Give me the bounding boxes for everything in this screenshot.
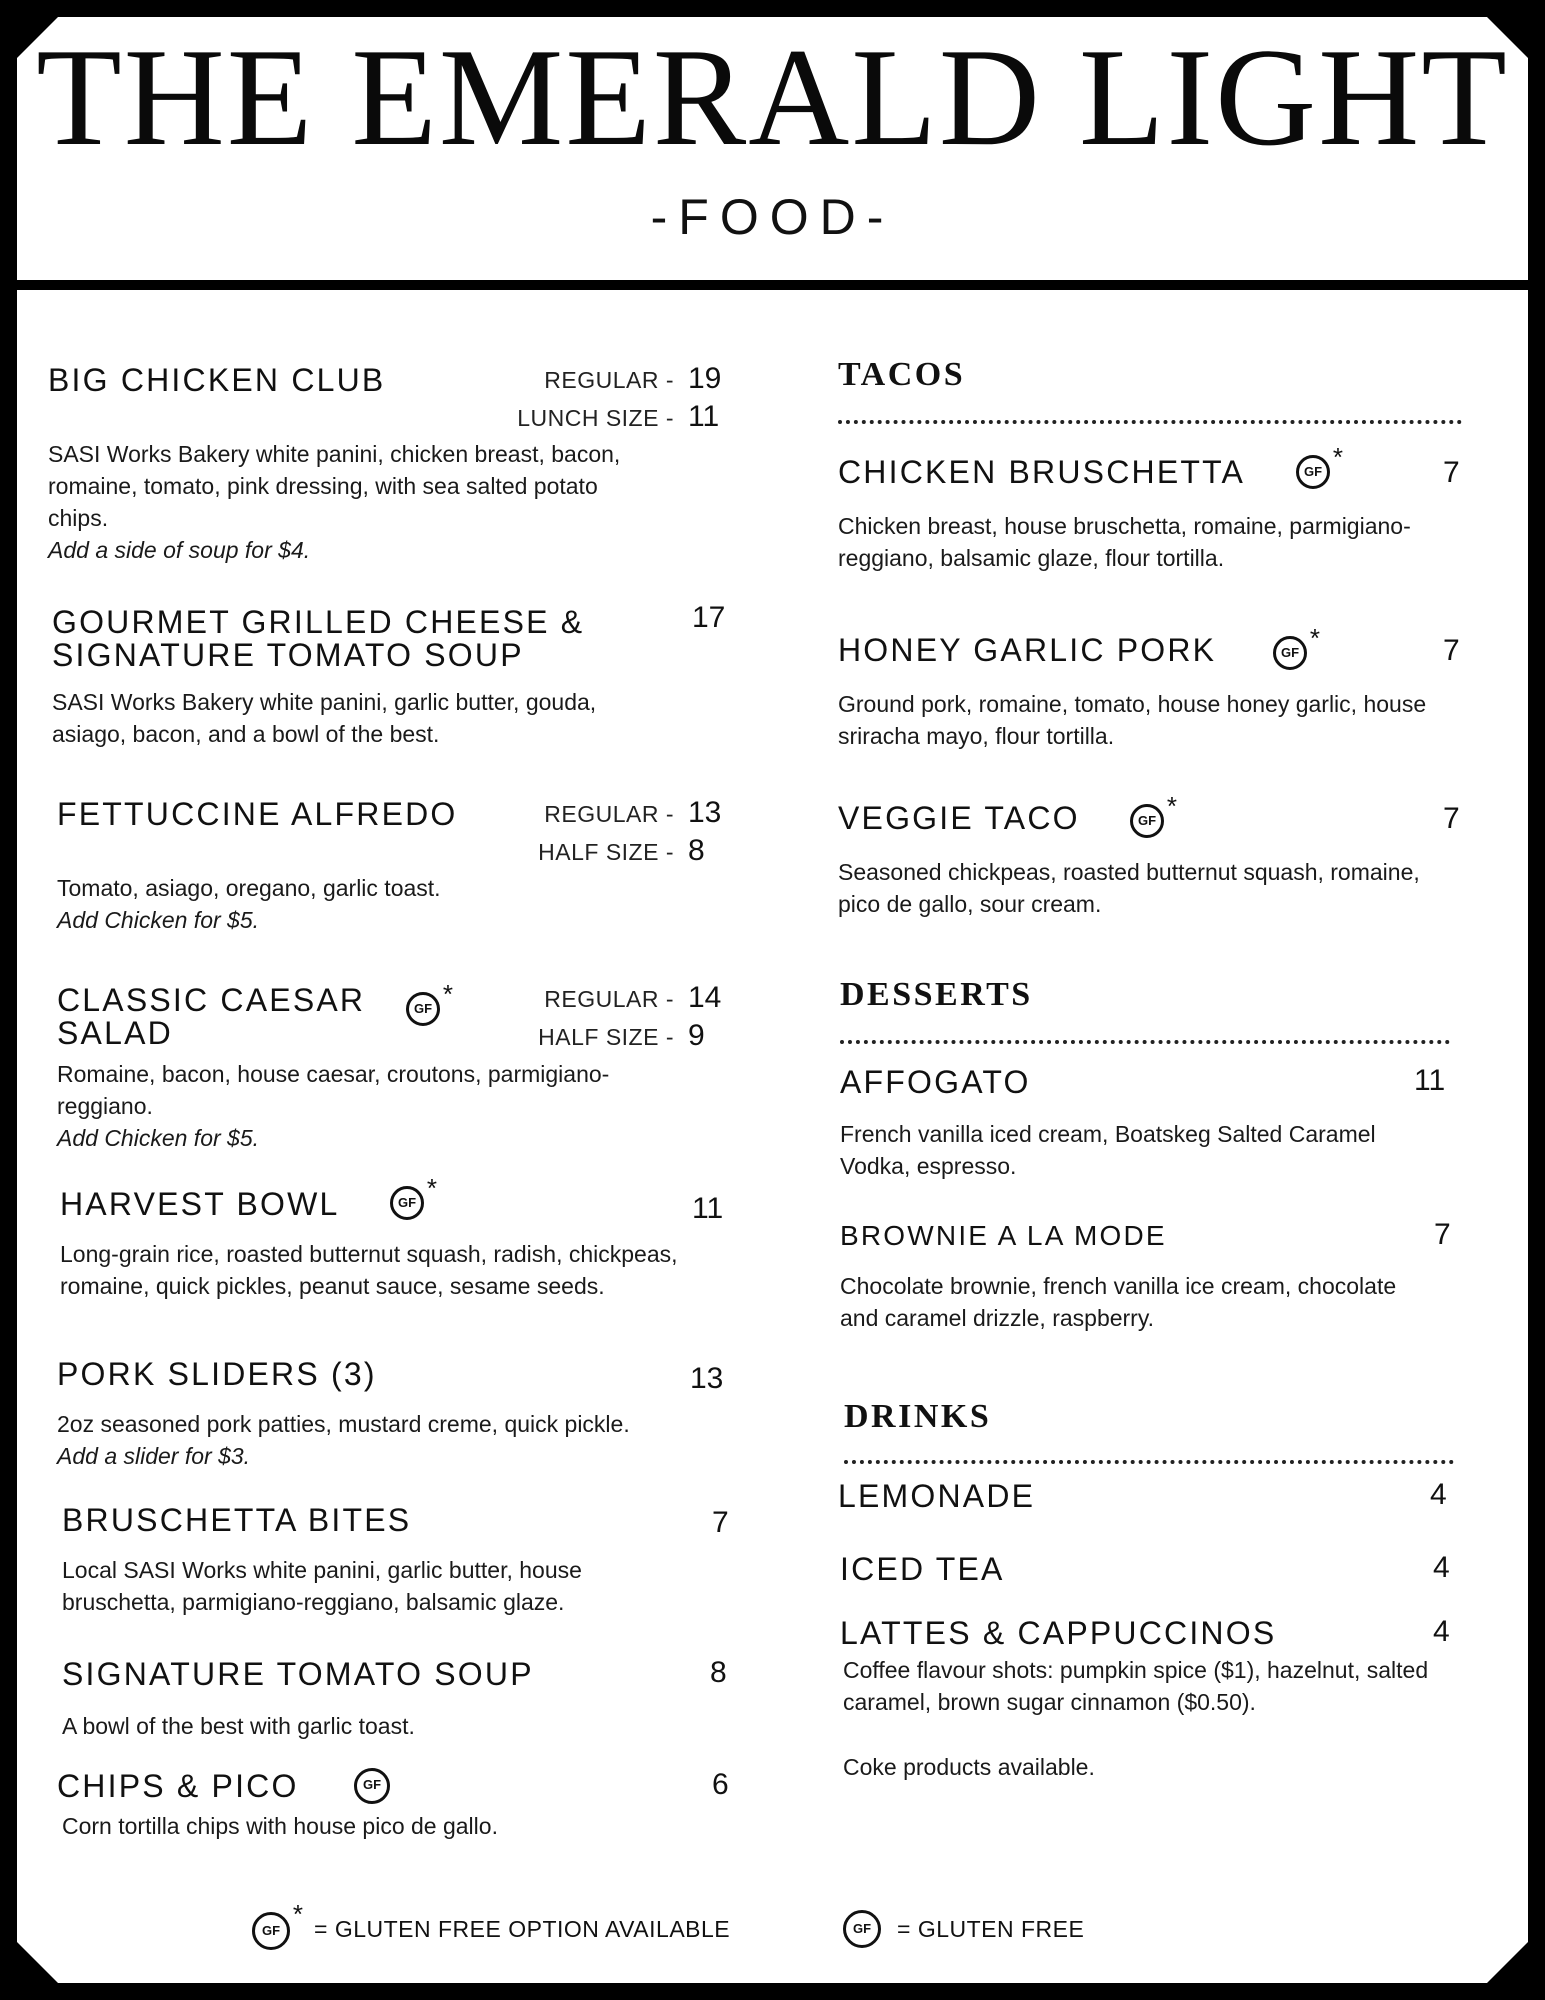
gluten-free-option-icon: GF * xyxy=(252,1912,290,1950)
item-description xyxy=(57,1408,677,1472)
item-description xyxy=(57,1058,617,1154)
item-price: 8 xyxy=(710,1656,727,1689)
item-price: 13 xyxy=(690,1362,724,1395)
drinks-note: Coke products available. xyxy=(843,1754,1095,1780)
item-description: Corn tortilla chips with house pico de gallo. xyxy=(62,1813,498,1839)
gluten-free-option-icon: GF * xyxy=(1130,804,1164,838)
description-text: SASI Works Bakery white panini, chicken breast, bacon, romaine, tomato, pink dressing, with sea salted potato chips. xyxy=(48,441,621,531)
menu-item-grilled-cheese xyxy=(52,606,652,671)
description-text: Tomato, asiago, oregano, garlic toast. xyxy=(57,875,441,901)
item-description: SASI Works Bakery white panini, garlic butter, gouda, asiago, bacon, and a bowl of the best. xyxy=(52,689,597,747)
item-price: 7 xyxy=(1443,456,1460,489)
add-on-note: Add Chicken for $5. xyxy=(57,1125,260,1151)
item-name: AFFOGATO xyxy=(840,1064,1031,1100)
section-heading-drinks: DRINKS xyxy=(844,1398,992,1435)
item-price: 7 xyxy=(712,1506,729,1539)
item-name: FETTUCCINE ALFREDO xyxy=(57,796,458,832)
add-on-note: Add Chicken for $5. xyxy=(57,907,260,933)
item-name: HONEY GARLIC PORK xyxy=(838,632,1217,668)
menu-item-brownie xyxy=(840,1222,1320,1250)
item-name: LEMONADE xyxy=(838,1478,1036,1514)
size-prices xyxy=(440,979,740,1055)
size-price: 8 xyxy=(688,834,705,867)
item-name: BROWNIE A LA MODE xyxy=(840,1220,1167,1251)
gluten-free-option-icon: GF * xyxy=(1296,455,1330,489)
item-description: Coffee flavour shots: pumpkin spice ($1), hazelnut, salted caramel, brown sugar cinnamon ($0.50). xyxy=(843,1657,1429,1715)
item-price: 4 xyxy=(1433,1615,1450,1648)
item-name: ICED TEA xyxy=(840,1551,1005,1587)
item-name: SIGNATURE TOMATO SOUP xyxy=(62,1656,534,1692)
item-price: 7 xyxy=(1434,1218,1451,1251)
item-price: 11 xyxy=(692,1192,724,1225)
size-prices xyxy=(440,794,740,870)
item-price: 11 xyxy=(1414,1064,1446,1097)
item-description: Chicken breast, house bruschetta, romaine, parmigiano-reggiano, balsamic glaze, flour tortilla. xyxy=(838,513,1411,571)
item-description: Chocolate brownie, french vanilla ice cream, chocolate and caramel drizzle, raspberry. xyxy=(840,1273,1397,1331)
section-divider xyxy=(844,1460,1454,1464)
item-name: GOURMET GRILLED CHEESE & SIGNATURE TOMATO SOUP xyxy=(52,604,585,673)
size-label: REGULAR - xyxy=(544,801,674,827)
gluten-free-icon: GF xyxy=(843,1910,881,1948)
section-divider xyxy=(840,1040,1450,1044)
size-prices xyxy=(440,360,740,436)
item-name: CHIPS & PICO xyxy=(57,1768,299,1804)
item-description: Seasoned chickpeas, roasted butternut squash, romaine, pico de gallo, sour cream. xyxy=(838,859,1420,917)
size-price: 14 xyxy=(688,981,722,1014)
item-price: 4 xyxy=(1430,1478,1447,1511)
item-description: Local SASI Works white panini, garlic butter, house bruschetta, parmigiano-reggiano, balsamic glaze. xyxy=(62,1557,582,1615)
item-description: Long-grain rice, roasted butternut squash, radish, chickpeas, romaine, quick pickles, peanut sauce, sesame seeds. xyxy=(60,1241,678,1299)
menu-item-bruschetta-bites xyxy=(62,1504,582,1536)
description-text: 2oz seasoned pork patties, mustard creme, quick pickle. xyxy=(57,1411,630,1437)
item-description: Ground pork, romaine, tomato, house honey garlic, house sriracha mayo, flour tortilla. xyxy=(838,691,1427,749)
item-name: BRUSCHETTA BITES xyxy=(62,1502,412,1538)
section-heading-tacos: TACOS xyxy=(838,356,966,393)
add-on-note: Add a side of soup for $4. xyxy=(48,537,311,563)
menu-item-chicken-bruschetta xyxy=(838,456,1318,488)
menu-item-tomato-soup xyxy=(62,1658,622,1690)
description-text: Romaine, bacon, house caesar, croutons, parmigiano-reggiano. xyxy=(57,1061,610,1119)
menu-item-harvest-bowl xyxy=(60,1188,580,1220)
size-label: REGULAR - xyxy=(544,367,674,393)
size-price: 11 xyxy=(688,400,720,433)
item-name: LATTES & CAPPUCCINOS xyxy=(840,1615,1277,1651)
item-price: 7 xyxy=(1443,802,1460,835)
menu-item-honey-garlic-pork xyxy=(838,634,1258,666)
menu-item-lattes xyxy=(840,1617,1400,1649)
item-description xyxy=(48,438,638,566)
menu-item-iced-tea xyxy=(840,1553,1240,1585)
item-price: 6 xyxy=(712,1768,729,1801)
menu-item-caesar-salad xyxy=(57,984,387,1049)
item-description: French vanilla iced cream, Boatskeg Salted Caramel Vodka, espresso. xyxy=(840,1121,1376,1179)
item-name: BIG CHICKEN CLUB xyxy=(48,362,386,398)
restaurant-title: THE EMERALD LIGHT xyxy=(36,20,1509,175)
size-price: 13 xyxy=(688,796,722,829)
item-name: CLASSIC CAESAR SALAD xyxy=(57,982,366,1051)
menu-subtitle: -FOOD- xyxy=(650,189,895,245)
item-price: 17 xyxy=(692,601,726,634)
gluten-free-option-icon: GF * xyxy=(406,992,440,1026)
size-price: 19 xyxy=(688,362,722,395)
gluten-free-option-icon: GF * xyxy=(1273,636,1307,670)
item-name: CHICKEN BRUSCHETTA xyxy=(838,454,1246,490)
section-divider xyxy=(838,420,1462,424)
item-price: 7 xyxy=(1443,634,1460,667)
section-heading-desserts: DESSERTS xyxy=(840,976,1033,1013)
menu-item-veggie-taco xyxy=(838,802,1158,834)
item-price: 4 xyxy=(1433,1551,1450,1584)
menu-item-affogato xyxy=(840,1066,1240,1098)
item-description: A bowl of the best with garlic toast. xyxy=(62,1713,415,1739)
item-name: HARVEST BOWL xyxy=(60,1186,340,1222)
menu-item-lemonade xyxy=(838,1480,1238,1512)
item-name: PORK SLIDERS (3) xyxy=(57,1356,377,1392)
gluten-free-option-icon: GF * xyxy=(390,1186,424,1220)
legend-gf-option: = GLUTEN FREE OPTION AVAILABLE xyxy=(314,1916,731,1942)
size-label: HALF SIZE - xyxy=(538,839,674,865)
legend-gf: = GLUTEN FREE xyxy=(897,1916,1085,1942)
size-price: 9 xyxy=(688,1019,705,1052)
add-on-note: Add a slider for $3. xyxy=(57,1443,251,1469)
item-description xyxy=(57,872,617,936)
menu-item-pork-sliders xyxy=(57,1358,577,1390)
gluten-free-icon: GF xyxy=(354,1768,390,1804)
size-label: LUNCH SIZE - xyxy=(517,405,674,431)
size-label: REGULAR - xyxy=(544,986,674,1012)
item-name: VEGGIE TACO xyxy=(838,800,1080,836)
size-label: HALF SIZE - xyxy=(538,1024,674,1050)
